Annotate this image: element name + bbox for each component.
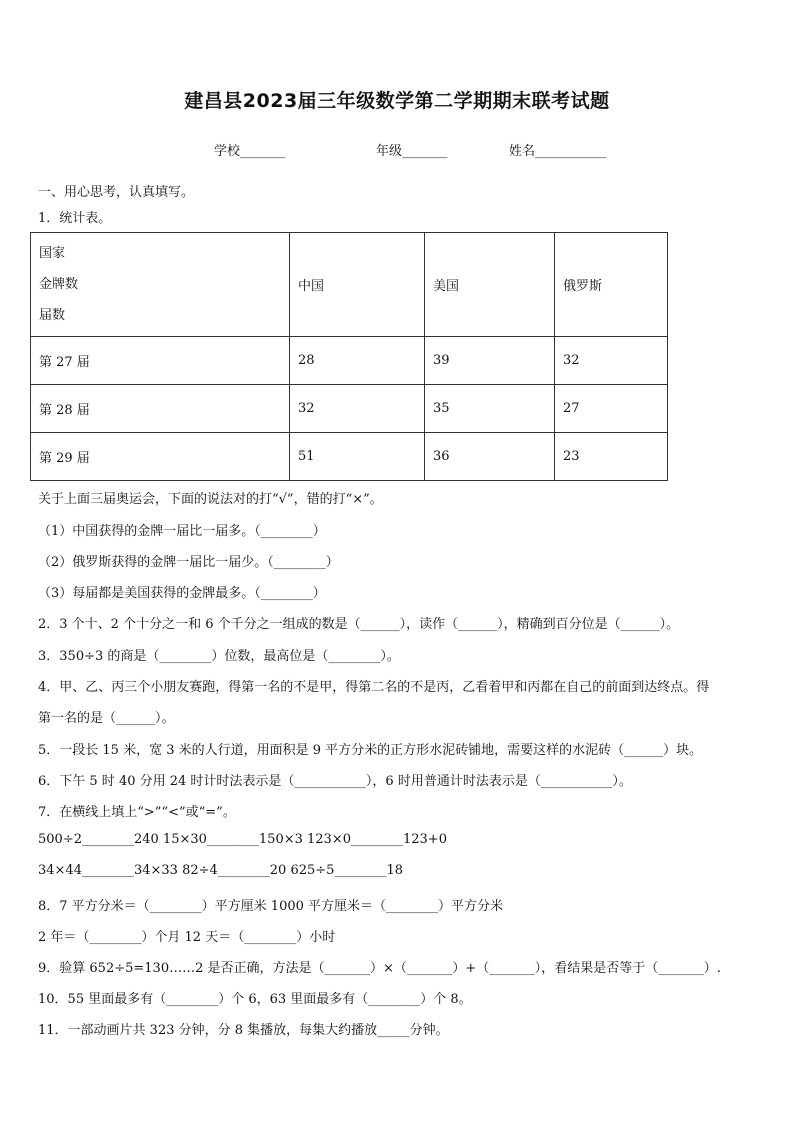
table-cell: 32 bbox=[555, 337, 668, 385]
name-field[interactable] bbox=[509, 140, 607, 159]
grade-field[interactable] bbox=[376, 140, 448, 159]
table-header-row bbox=[31, 233, 668, 337]
question-4: 4．甲、乙、丙三个小朋友赛跑，得第一名的不是甲，得第二名的不是丙，乙看着甲和丙都在自己的前面到达终点。得 bbox=[38, 680, 710, 695]
question-1-note: 关于上面三届奥运会，下面的说法对的打“√”，错的打“×”。 bbox=[38, 492, 383, 507]
table-cell: 35 bbox=[425, 385, 555, 433]
question-7-line-2: 34×44________34×33 82÷4________20 625÷5________18 bbox=[38, 863, 403, 878]
row-label: 第 28 届 bbox=[31, 385, 290, 433]
question-8-line-2: 2 年＝（________）个月 12 天＝（________）小时 bbox=[38, 930, 336, 945]
name-blank[interactable]: ___________ bbox=[535, 144, 607, 159]
question-10: 10．55 里面最多有（________）个 6，63 里面最多有（________）个 8。 bbox=[38, 992, 472, 1007]
school-blank[interactable]: _______ bbox=[240, 144, 286, 159]
header-china: 中国 bbox=[290, 233, 425, 337]
table-cell: 39 bbox=[425, 337, 555, 385]
table-cell: 51 bbox=[290, 433, 425, 481]
school-label: 学校 bbox=[214, 144, 241, 159]
corner-country: 国家 bbox=[39, 246, 66, 261]
question-4-continued: 第一名的是（______）。 bbox=[38, 711, 175, 726]
table-cell: 36 bbox=[425, 433, 555, 481]
question-1-item: （2）俄罗斯获得的金牌一届比一届少。（________） bbox=[38, 555, 339, 570]
question-2: 2．3 个十、2 个十分之一和 6 个千分之一组成的数是（______），读作（______），精确到百分位是（______）。 bbox=[38, 617, 680, 632]
question-8-line-1: 8．7 平方分米＝（________）平方厘米 1000 平方厘米＝（________）平方分米 bbox=[38, 899, 504, 914]
table-row bbox=[31, 433, 668, 481]
grade-label: 年级 bbox=[376, 144, 403, 159]
question-1-item: （3）每届都是美国获得的金牌最多。（________） bbox=[38, 586, 326, 601]
corner-sessions: 届数 bbox=[39, 308, 66, 323]
row-label: 第 27 届 bbox=[31, 337, 290, 385]
question-1-item: （1）中国获得的金牌一届比一届多。（________） bbox=[38, 524, 326, 539]
page-title: 建昌县2023届三年级数学第二学期期末联考试题 bbox=[184, 90, 610, 112]
question-9: 9．验算 652÷5=130……2 是否正确，方法是（_______）×（_______）+（_______），看结果是否等于（_______）. bbox=[38, 961, 721, 976]
question-1-title: 1．统计表。 bbox=[38, 211, 112, 226]
question-11: 11．一部动画片共 323 分钟，分 8 集播放，每集大约播放_____分钟。 bbox=[38, 1023, 449, 1038]
header-russia: 俄罗斯 bbox=[555, 233, 668, 337]
question-5: 5．一段长 15 米，宽 3 米的人行道，用面积是 9 平方分米的正方形水泥砖铺地，需要这样的水泥砖（______）块。 bbox=[38, 743, 703, 758]
question-7: 7．在横线上填上“>”“<”或“=”。 bbox=[38, 805, 236, 820]
table-cell: 32 bbox=[290, 385, 425, 433]
section-heading: 一、用心思考，认真填写。 bbox=[38, 185, 195, 200]
name-label: 姓名 bbox=[509, 144, 536, 159]
table-cell: 27 bbox=[555, 385, 668, 433]
question-7-line-1: 500÷2________240 15×30________150×3 123×0________123+0 bbox=[38, 832, 447, 847]
table-cell: 23 bbox=[555, 433, 668, 481]
question-6: 6．下午 5 时 40 分用 24 时计时法表示是（___________），6 时用普通计时法表示是（___________）。 bbox=[38, 774, 632, 789]
corner-medals: 金牌数 bbox=[39, 277, 79, 292]
school-field[interactable] bbox=[214, 140, 286, 159]
table-cell: 28 bbox=[290, 337, 425, 385]
question-3: 3．350÷3 的商是（________）位数，最高位是（________）。 bbox=[38, 649, 400, 664]
table-row bbox=[31, 337, 668, 385]
header-usa: 美国 bbox=[425, 233, 555, 337]
grade-blank[interactable]: _______ bbox=[402, 144, 448, 159]
table-row bbox=[31, 385, 668, 433]
row-label: 第 29 届 bbox=[31, 433, 290, 481]
corner-cell bbox=[31, 233, 290, 337]
medal-table bbox=[30, 232, 668, 481]
